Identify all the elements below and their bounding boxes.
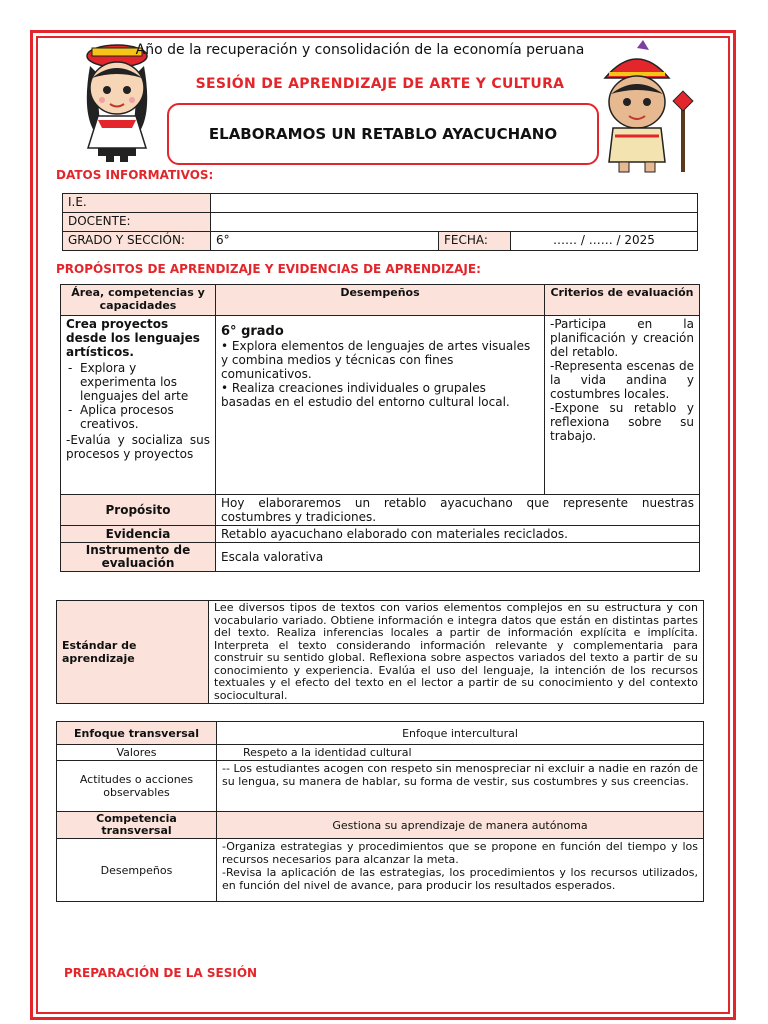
desempeno-transversal-item: -Organiza estrategias y procedimientos que se propone en función del tiempo y los recursos necesarios para alcanzar la meta. — [222, 840, 698, 866]
valores-label: Valores — [57, 745, 217, 761]
proposito-value: Hoy elaboraremos un retablo ayacuchano que represente nuestras costumbres y tradiciones. — [216, 495, 700, 526]
estandar-text: Lee diversos tipos de textos con varios elementos complejos en su estructura y con vocabulario variado. Obtiene información e integra datos que están en distintas partes del texto. Realiza inferencias locales a partir de información explícita e implícita. Interpreta el texto considerando información relevante y complementaria para construir su sentido global. Reflexiona sobre aspectos variados del texto a partir de su conocimiento y experiencia. Evalúa el uso del lenguaje, la intención de los recursos textuales y el efecto del texto en el lector a partir de su conocimiento y del contexto sociocultural. — [209, 601, 704, 704]
evidencia-value: Retablo ayacuchano elaborado con materiales reciclados. — [216, 526, 700, 543]
table-row — [57, 761, 704, 812]
actitudes-label: Actitudes o acciones observables — [57, 761, 217, 812]
actitudes-value: -- Los estudiantes acogen con respeto sin menospreciar ni excluir a nadie en razón de su lengua, su manera de hablar, su forma de vestir, sus costumbres y sus creencias. — [217, 761, 704, 812]
estandar-label: Estándar de aprendizaje — [57, 601, 209, 704]
enfoque-value: Enfoque intercultural — [217, 722, 704, 745]
grado-label: GRADO Y SECCIÓN: — [63, 232, 211, 251]
propositos-heading: PROPÓSITOS DE APRENDIZAJE Y EVIDENCIAS DE APRENDIZAJE: — [56, 262, 481, 276]
criterio-item: -Expone su retablo y reflexiona sobre su trabajo. — [550, 401, 694, 443]
table-row — [57, 812, 704, 839]
capacidad-evalua: -Evalúa y socializa sus procesos y proyectos — [66, 433, 210, 461]
fecha-value[interactable]: …… / …… / 2025 — [511, 232, 698, 251]
col-area: Área, competencias y capacidades — [61, 285, 216, 316]
grado-value[interactable]: 6° — [211, 232, 439, 251]
propositos-table — [60, 284, 700, 572]
table-row — [61, 316, 700, 495]
evidencia-label: Evidencia — [61, 526, 216, 543]
criterio-item: -Participa en la planificación y creación del retablo. — [550, 317, 694, 359]
table-row — [57, 839, 704, 902]
desempeno-item: • Realiza creaciones individuales o grupales basadas en el estudio del entorno cultural local. — [221, 381, 510, 409]
estandar-table — [56, 600, 704, 704]
instrumento-value: Escala valorativa — [216, 543, 700, 572]
criterio-item: -Representa escenas de la vida andina y costumbres locales. — [550, 359, 694, 401]
capacidad-item: - Explora y experimenta los lenguajes del arte — [80, 361, 210, 403]
proposito-label: Propósito — [61, 495, 216, 526]
table-row — [57, 745, 704, 761]
col-desempenos: Desempeños — [216, 285, 545, 316]
table-row — [63, 232, 698, 251]
session-title: SESIÓN DE APRENDIZAJE DE ARTE Y CULTURA — [195, 76, 565, 92]
grado-title: 6° grado — [221, 324, 284, 339]
table-row — [57, 722, 704, 745]
table-row — [61, 495, 700, 526]
competencia: Crea proyectos desde los lenguajes artísticos. — [66, 317, 200, 359]
session-theme: ELABORAMOS UN RETABLO AYACUCHANO — [167, 103, 599, 165]
ie-value[interactable] — [211, 194, 698, 213]
competencia-transversal-label: Competencia transversal — [57, 812, 217, 839]
enfoque-label: Enfoque transversal — [57, 722, 217, 745]
valores-value: Respeto a la identidad cultural — [217, 745, 704, 761]
docente-label: DOCENTE: — [63, 213, 211, 232]
capacidad-item: - Aplica procesos creativos. — [80, 403, 210, 431]
fecha-label: FECHA: — [439, 232, 511, 251]
datos-table — [62, 193, 698, 251]
preparacion-heading: PREPARACIÓN DE LA SESIÓN — [64, 966, 258, 980]
enfoque-table — [56, 721, 704, 902]
table-row — [63, 194, 698, 213]
table-row — [61, 543, 700, 572]
year-title: Año de la recuperación y consolidación de la economía peruana — [135, 42, 585, 58]
competencia-transversal-value: Gestiona su aprendizaje de manera autónoma — [217, 812, 704, 839]
table-row — [61, 526, 700, 543]
docente-value[interactable] — [211, 213, 698, 232]
desempenos-label: Desempeños — [57, 839, 217, 902]
instrumento-label: Instrumento de evaluación — [61, 543, 216, 572]
ie-label: I.E. — [63, 194, 211, 213]
boy-character-icon — [585, 40, 700, 175]
desempeno-transversal-item: -Revisa la aplicación de las estrategias, los procedimientos y los recursos utilizados, en función del nivel de avance, para producir los resultados esperados. — [222, 866, 698, 892]
col-criterios: Criterios de evaluación — [545, 285, 700, 316]
desempeno-item: • Explora elementos de lenguajes de artes visuales y combina medios y técnicas con fines comunicativos. — [221, 339, 531, 381]
table-row — [57, 601, 704, 704]
table-row — [63, 213, 698, 232]
table-row — [61, 285, 700, 316]
datos-heading: DATOS INFORMATIVOS: — [56, 168, 214, 182]
